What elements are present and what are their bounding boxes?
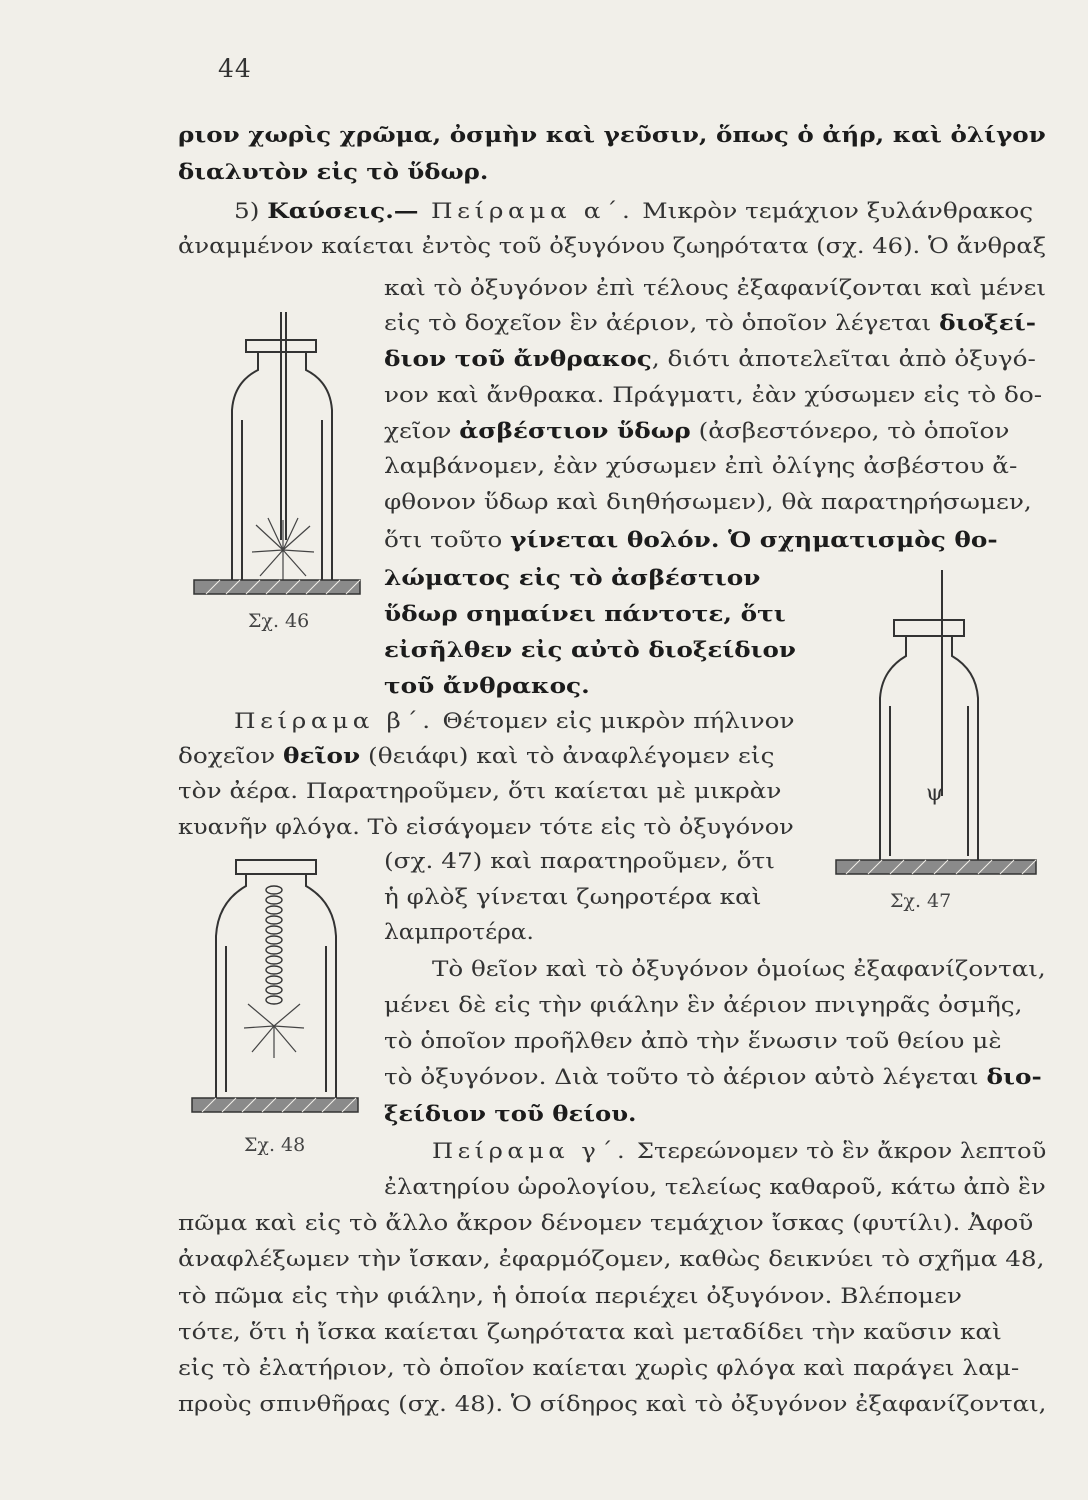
page-number: 44 (218, 54, 252, 83)
text-line (384, 604, 786, 626)
bottle-burning-charcoal-illustration (186, 300, 366, 600)
text-segment: πῶμα καὶ εἰς τὸ ἄλλο ἄκρον δένομεν τεμάχιον ἴσκας (φυτίλι). Ἀφοῦ (178, 1211, 1034, 1236)
figure-46 (186, 300, 366, 600)
text-line (178, 125, 1046, 147)
text-line (384, 1067, 1042, 1089)
text-segment: 5) (234, 199, 268, 224)
text-segment: εἰς τὸ ἐλατήριον, τὸ ὁποῖον καίεται χωρὶς φλόγα καὶ παράγει λαμ- (178, 1356, 1020, 1381)
figure-48-caption: Σχ. 48 (244, 1134, 306, 1156)
text-segment: γίνεται θολόν. Ὁ σχηματισμὸς θο- (510, 528, 998, 553)
text-line (384, 676, 590, 698)
text-segment: ἐλατηρίου ὡρολογίου, τελείως καθαροῦ, κάτω ἀπὸ ἓν (384, 1175, 1046, 1200)
text-segment: διον τοῦ ἄνθρακος (384, 347, 652, 372)
text-segment: , διότι ἀποτελεῖται ἀπὸ ὀξυγό- (651, 347, 1036, 372)
text-line (384, 1177, 1046, 1199)
text-line (432, 1141, 1046, 1163)
text-line (234, 201, 1033, 223)
text-segment: τὸ ὁποῖον προῆλθεν ἀπὸ τὴν ἕνωσιν τοῦ θείου μὲ (384, 1029, 1002, 1054)
text-segment: (σχ. 47) καὶ παρατηροῦμεν, ὅτι (384, 849, 775, 874)
figure-47-caption: Σχ. 47 (890, 890, 952, 912)
text-line (384, 1104, 637, 1126)
figure-47 (832, 566, 1042, 882)
text-line (384, 421, 1009, 443)
text-segment: διο- (986, 1065, 1042, 1090)
text-line (384, 922, 534, 944)
figure-46-caption: Σχ. 46 (248, 610, 310, 632)
text-segment: διαλυτὸν εἰς τὸ ὕδωρ. (178, 160, 489, 185)
text-segment: διοξεί- (939, 311, 1036, 336)
bottle-burning-sulfur-illustration (832, 566, 1042, 882)
text-segment: Στερεώνομεν τὸ ἓν ἄκρον λεπτοῦ (629, 1139, 1047, 1164)
text-segment: τότε, ὅτι ἡ ἴσκα καίεται ζωηρότατα καὶ μεταδίδει τὴν καῦσιν καὶ (178, 1320, 1002, 1345)
svg-text:ψ: ψ (926, 781, 944, 806)
text-segment: ἀσβέστιον ὕδωρ (459, 419, 691, 444)
text-line (432, 959, 1046, 981)
text-segment: (θειάφι) καὶ τὸ ἀναφλέγομεν εἰς (360, 744, 775, 769)
text-segment: (ἀσβεστόνερο, τὸ ὁποῖον (690, 419, 1010, 444)
text-line (234, 711, 794, 733)
text-line (384, 851, 775, 873)
text-line (178, 1358, 1019, 1380)
text-segment: φθονον ὕδωρ καὶ διηθήσωμεν), θὰ παρατηρήσωμεν, (384, 490, 1032, 515)
text-line (178, 162, 488, 184)
text-segment: Πείραμα β΄. (234, 709, 435, 734)
text-line (384, 995, 1022, 1017)
text-segment: καὶ τὸ ὀξυγόνον ἐπὶ τέλους ἐξαφανίζονται καὶ μένει (384, 276, 1047, 301)
text-segment: Τὸ θεῖον καὶ τὸ ὀξυγόνον ὁμοίως ἐξαφανίζονται, (432, 957, 1046, 982)
text-line (384, 313, 1036, 335)
text-segment: λαμβάνομεν, ἐὰν χύσωμεν ἐπὶ ὀλίγης ἀσβέστου ἄ- (384, 454, 1018, 479)
text-line (178, 1322, 1002, 1344)
text-line (178, 1286, 962, 1308)
text-line (384, 456, 1017, 478)
text-line (178, 236, 1046, 258)
text-segment: δοχεῖον (178, 744, 284, 769)
text-line (178, 1394, 1046, 1416)
text-segment: τοῦ ἄνθρακος. (384, 674, 590, 699)
text-line (384, 385, 1042, 407)
bottle-burning-spring-illustration (188, 846, 368, 1124)
text-segment: προὺς σπινθῆρας (σχ. 48). Ὁ σίδηρος καὶ τὸ ὀξυγόνον ἐξαφανίζονται, (178, 1392, 1047, 1417)
text-line (178, 817, 794, 839)
text-segment: λαμπροτέρα. (384, 920, 534, 945)
text-segment: ἡ φλὸξ γίνεται ζωηροτέρα καὶ (384, 885, 762, 910)
text-segment: χεῖον (384, 419, 460, 444)
text-line (384, 278, 1046, 300)
text-segment: Θέτομεν εἰς μικρὸν πήλινον (434, 709, 795, 734)
text-segment: ὅτι τοῦτο (384, 528, 511, 553)
text-segment: ριον χωρὶς χρῶμα, ὀσμὴν καὶ γεῦσιν, ὅπως ὁ ἀήρ, καὶ ὀλίγον (178, 123, 1046, 148)
text-line (178, 781, 781, 803)
text-line (384, 492, 1032, 514)
text-segment: Πείραμα α΄. (418, 199, 635, 224)
text-segment: λώματος εἰς τὸ ἀσβέστιον (384, 566, 761, 591)
text-line (178, 746, 774, 768)
text-segment: κυανῆν φλόγα. Τὸ εἰσάγομεν τότε εἰς τὸ ὀξυγόνον (178, 815, 794, 840)
text-segment: εἰς τὸ δοχεῖον ἓν ἀέριον, τὸ ὁποῖον λέγεται (384, 311, 940, 336)
text-segment: ὕδωρ σημαίνει πάντοτε, ὅτι (384, 602, 786, 627)
text-segment: τὸν ἀέρα. Παρατηροῦμεν, ὅτι καίεται μὲ μικρὰν (178, 779, 782, 804)
text-line (384, 887, 761, 909)
text-line (384, 1031, 1002, 1053)
text-segment: Μικρὸν τεμάχιον ξυλάνθρακος (634, 199, 1034, 224)
text-segment: ξείδιον τοῦ θείου. (384, 1102, 637, 1127)
text-line (384, 530, 998, 552)
text-segment: τὸ ὀξυγόνον. Διὰ τοῦτο τὸ ἀέριον αὐτὸ λέγεται (384, 1065, 987, 1090)
text-segment: ἀναφλέξωμεν τὴν ἴσκαν, ἐφαρμόζομεν, καθὼς δεικνύει τὸ σχῆμα 48, (178, 1247, 1045, 1272)
text-segment: τὸ πῶμα εἰς τὴν φιάλην, ἡ ὁποία περιέχει ὀξυγόνον. Βλέπομεν (178, 1284, 962, 1309)
text-segment: εἰσῆλθεν εἰς αὐτὸ διοξείδιον (384, 638, 796, 663)
text-segment: νον καὶ ἄνθρακα. Πράγματι, ἐὰν χύσωμεν εἰς τὸ δο- (384, 383, 1043, 408)
text-segment: Πείραμα γ΄. (432, 1139, 630, 1164)
text-line (178, 1213, 1033, 1235)
text-line (384, 349, 1036, 371)
text-segment: ἀναμμένον καίεται ἐντὸς τοῦ ὀξυγόνου ζωηρότατα (σχ. 46). Ὁ ἄνθραξ (178, 234, 1047, 259)
text-segment: μένει δὲ εἰς τὴν φιάλην ἓν ἀέριον πνιγηρᾶς ὀσμῆς, (384, 993, 1023, 1018)
text-line (384, 568, 760, 590)
figure-48 (188, 846, 368, 1124)
text-segment: θεῖον (283, 744, 361, 769)
text-segment: Καύσεις.— (267, 199, 419, 224)
text-line (384, 640, 796, 662)
text-line (178, 1249, 1045, 1271)
